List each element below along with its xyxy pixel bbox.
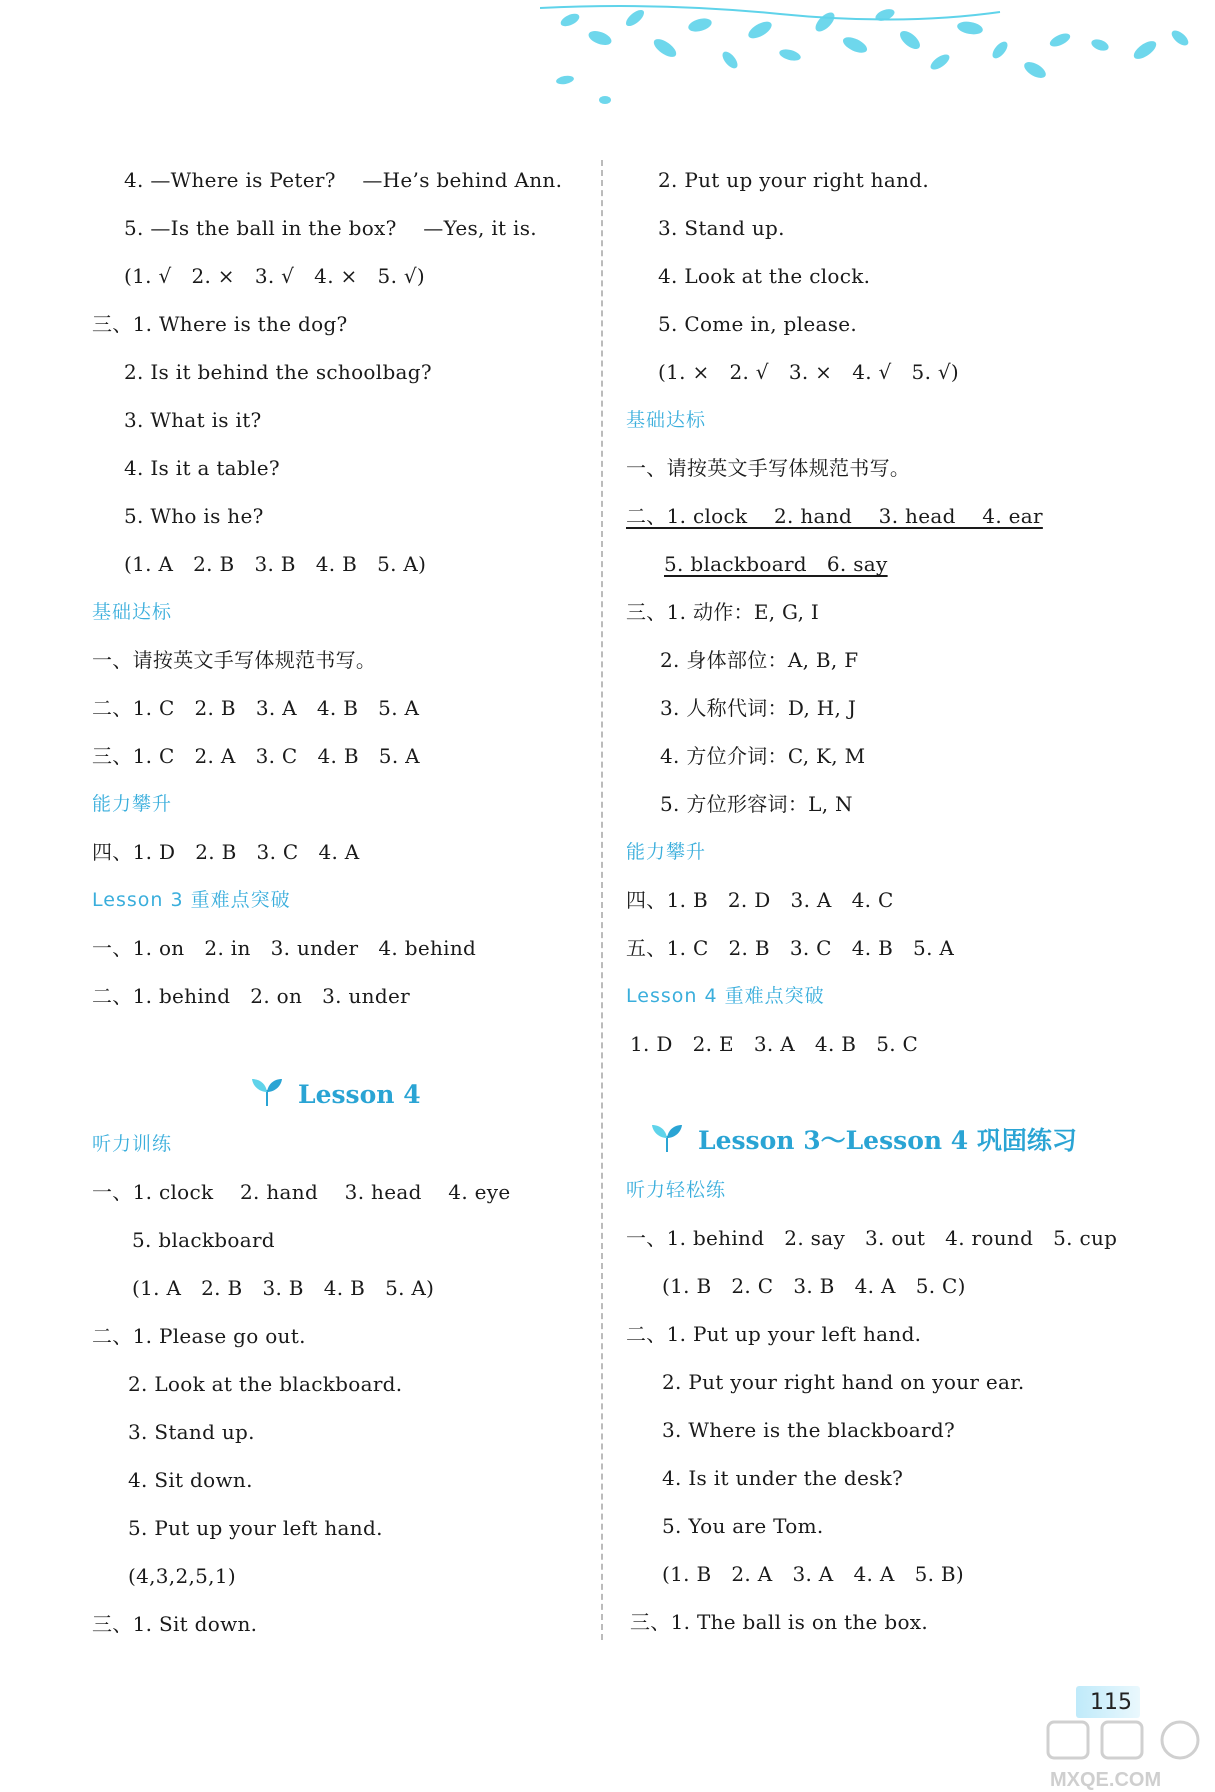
answer-line: 5. Come in, please. xyxy=(658,312,858,336)
answer-line: 4. Is it a table? xyxy=(124,456,280,480)
answer-line: 3. Where is the blackboard? xyxy=(662,1418,955,1442)
answer-line: (1. A 2. B 3. B 4. B 5. A) xyxy=(132,1276,435,1300)
answer-line: 三、1. The ball is on the box. xyxy=(630,1610,929,1634)
lesson-heading: Lesson 3～Lesson 4 巩固练习 xyxy=(650,1122,1077,1163)
column-divider xyxy=(601,160,603,1640)
answer-line: 二、1. Put up your left hand. xyxy=(626,1322,922,1346)
answer-line: 三、1. Where is the dog? xyxy=(92,312,348,336)
answer-line: 5. blackboard 6. say xyxy=(664,552,888,576)
answer-line: (1. √ 2. × 3. √ 4. × 5. √) xyxy=(124,264,426,288)
answer-line: 一、1. clock 2. hand 3. head 4. eye xyxy=(92,1180,511,1204)
answer-line: 二、1. behind 2. on 3. under xyxy=(92,984,410,1008)
answer-line: 四、1. B 2. D 3. A 4. C xyxy=(626,888,894,912)
answer-line: (1. × 2. √ 3. × 4. √ 5. √) xyxy=(658,360,960,384)
answer-line: 三、1. Sit down. xyxy=(92,1612,258,1636)
section-label: 能力攀升 xyxy=(92,793,173,815)
answer-line: 2. 身体部位：A, B, F xyxy=(660,648,859,672)
section-label: Lesson 3 重难点突破 xyxy=(92,889,291,911)
answer-line: (1. A 2. B 3. B 4. B 5. A) xyxy=(124,552,427,576)
answer-line: 5. —Is the ball in the box? —Yes, it is. xyxy=(124,216,537,240)
answer-line: 2. Put your right hand on your ear. xyxy=(662,1370,1025,1394)
answer-line: 5. blackboard xyxy=(132,1228,275,1252)
answer-line: 三、1. 动作：E, G, I xyxy=(626,600,820,624)
answer-line: 5. Put up your left hand. xyxy=(128,1516,383,1540)
answer-line: 3. Stand up. xyxy=(128,1420,255,1444)
answer-line: 一、1. behind 2. say 3. out 4. round 5. cup xyxy=(626,1226,1118,1250)
answer-line: 一、1. on 2. in 3. under 4. behind xyxy=(92,936,477,960)
answer-line: 二、1. Please go out. xyxy=(92,1324,306,1348)
answer-line: (1. B 2. C 3. B 4. A 5. C) xyxy=(662,1274,966,1298)
answer-line: 2. Is it behind the schoolbag? xyxy=(124,360,432,384)
sprout-icon xyxy=(650,1122,684,1163)
section-label: 听力轻松练 xyxy=(626,1179,727,1201)
answer-line: 5. 方位形容词：L, N xyxy=(660,792,853,816)
answer-line: 3. Stand up. xyxy=(658,216,785,240)
section-label: 基础达标 xyxy=(626,409,707,431)
answer-line: 五、1. C 2. B 3. C 4. B 5. A xyxy=(626,936,955,960)
section-label: 基础达标 xyxy=(92,601,173,623)
answer-line: 一、请按英文手写体规范书写。 xyxy=(92,648,377,672)
answer-line: 二、1. clock 2. hand 3. head 4. ear xyxy=(626,504,1043,528)
sprout-icon xyxy=(250,1076,284,1117)
section-label: Lesson 4 重难点突破 xyxy=(626,985,825,1007)
answer-line: 4. Sit down. xyxy=(128,1468,253,1492)
answer-line: 2. Put up your right hand. xyxy=(658,168,930,192)
answer-line: 5. You are Tom. xyxy=(662,1514,824,1538)
site-watermark xyxy=(1040,1718,1215,1792)
answer-line: 一、请按英文手写体规范书写。 xyxy=(626,456,911,480)
page-number: 115 xyxy=(1090,1690,1132,1715)
answer-line: 三、1. C 2. A 3. C 4. B 5. A xyxy=(92,744,420,768)
answer-line: 4. 方位介词：C, K, M xyxy=(660,744,866,768)
svg-text:MXQE.COM: MXQE.COM xyxy=(1050,1769,1162,1791)
answer-line: 4. Look at the clock. xyxy=(658,264,871,288)
answer-line: 4. Is it under the desk? xyxy=(662,1466,904,1490)
answer-line: 四、1. D 2. B 3. C 4. A xyxy=(92,840,360,864)
answer-line: 3. What is it? xyxy=(124,408,262,432)
leaf-decoration xyxy=(540,0,1215,120)
section-label: 听力训练 xyxy=(92,1133,173,1155)
section-label: 能力攀升 xyxy=(626,841,707,863)
answer-line: 二、1. C 2. B 3. A 4. B 5. A xyxy=(92,696,420,720)
answer-line: 3. 人称代词：D, H, J xyxy=(660,696,857,720)
lesson-heading: Lesson 4 xyxy=(250,1076,421,1117)
answer-line: (1. B 2. A 3. A 4. A 5. B) xyxy=(662,1562,965,1586)
answer-line: 5. Who is he? xyxy=(124,504,264,528)
answer-line: (4,3,2,5,1) xyxy=(128,1564,236,1588)
answer-line: 4. —Where is Peter? —He’s behind Ann. xyxy=(124,168,563,192)
answer-line: 2. Look at the blackboard. xyxy=(128,1372,403,1396)
answer-line: 1. D 2. E 3. A 4. B 5. C xyxy=(630,1032,919,1056)
